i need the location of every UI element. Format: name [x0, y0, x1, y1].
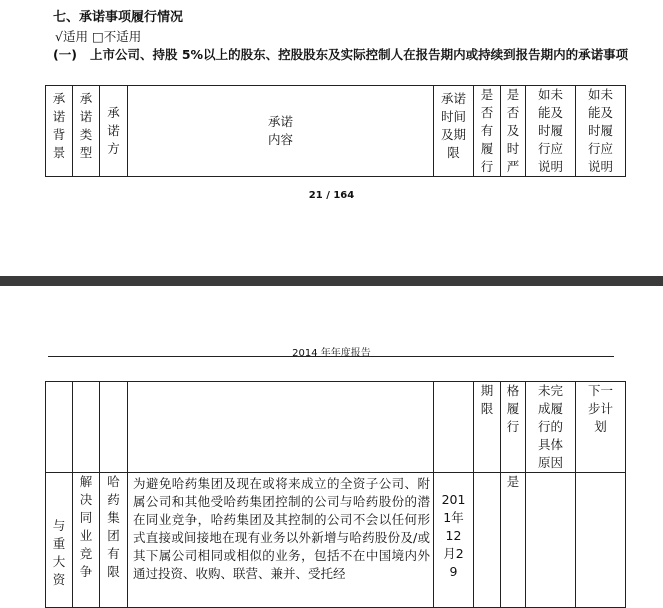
row-date: 2011年12月29 [434, 473, 474, 608]
header-type: 承诺类型 [73, 86, 100, 177]
header-party: 承诺方 [100, 86, 128, 177]
row-strict: 是 [501, 473, 526, 608]
cont-header-deadline: 期限 [474, 382, 501, 473]
row-type: 解决同业竞争 [73, 473, 100, 608]
row-plan [576, 473, 626, 608]
header-time-limit: 承诺时间及期限 [434, 86, 474, 177]
cont-header-c5 [434, 382, 474, 473]
header-timely-strict: 是否及时严 [501, 86, 526, 177]
running-header: 2014 年年度报告 [292, 348, 371, 359]
page-separator [0, 276, 663, 286]
page-number: 21 / 164 [308, 190, 355, 201]
header-has-deadline: 是否有履行 [474, 86, 501, 177]
commitment-table-header [45, 85, 626, 177]
row-background: 与重大资 [46, 473, 73, 608]
header-reason: 如未能及时履行应说明 [526, 86, 576, 177]
header-content: 承诺内容 [128, 86, 434, 177]
subsection-index: (一) [53, 47, 77, 62]
row-reason [526, 473, 576, 608]
header-rule [48, 356, 614, 357]
cont-header-c2 [73, 382, 100, 473]
header-background: 承诺背景 [46, 86, 73, 177]
header-next-step: 如未能及时履行应说明 [576, 86, 626, 177]
row-content: 为避免哈药集团及现在或将来成立的全资子公司、附属公司和其他受哈药集团控制的公司与哈药股份的潜在同业竞争，哈药集团及其控制的公司不会以任何形式直接或间接地在现有业务以外新增与哈药股份及/或其下属公司相同或相似的业务，包括不在中国境内外通过投资、收购、联营、兼并、受托经 [128, 473, 434, 608]
cont-header-reason: 未完成履行的具体原因 [526, 382, 576, 473]
section-title: 七、承诺事项履行情况 [53, 10, 184, 25]
cont-header-c1 [46, 382, 73, 473]
subsection-title: 上市公司、持股 5%以上的股东、控股股东及实际控制人在报告期内或持续到报告期内的承诺事项 [90, 47, 629, 62]
row-deadline [474, 473, 501, 608]
commitment-table-continued [45, 381, 626, 608]
cont-header-plan: 下一步计划 [576, 382, 626, 473]
applicability-checkbox-line: √适用 □不适用 [55, 29, 142, 44]
cont-header-strict: 格履行 [501, 382, 526, 473]
row-party: 哈药集团有限 [100, 473, 128, 608]
cont-header-c3 [100, 382, 128, 473]
cont-header-c4 [128, 382, 434, 473]
